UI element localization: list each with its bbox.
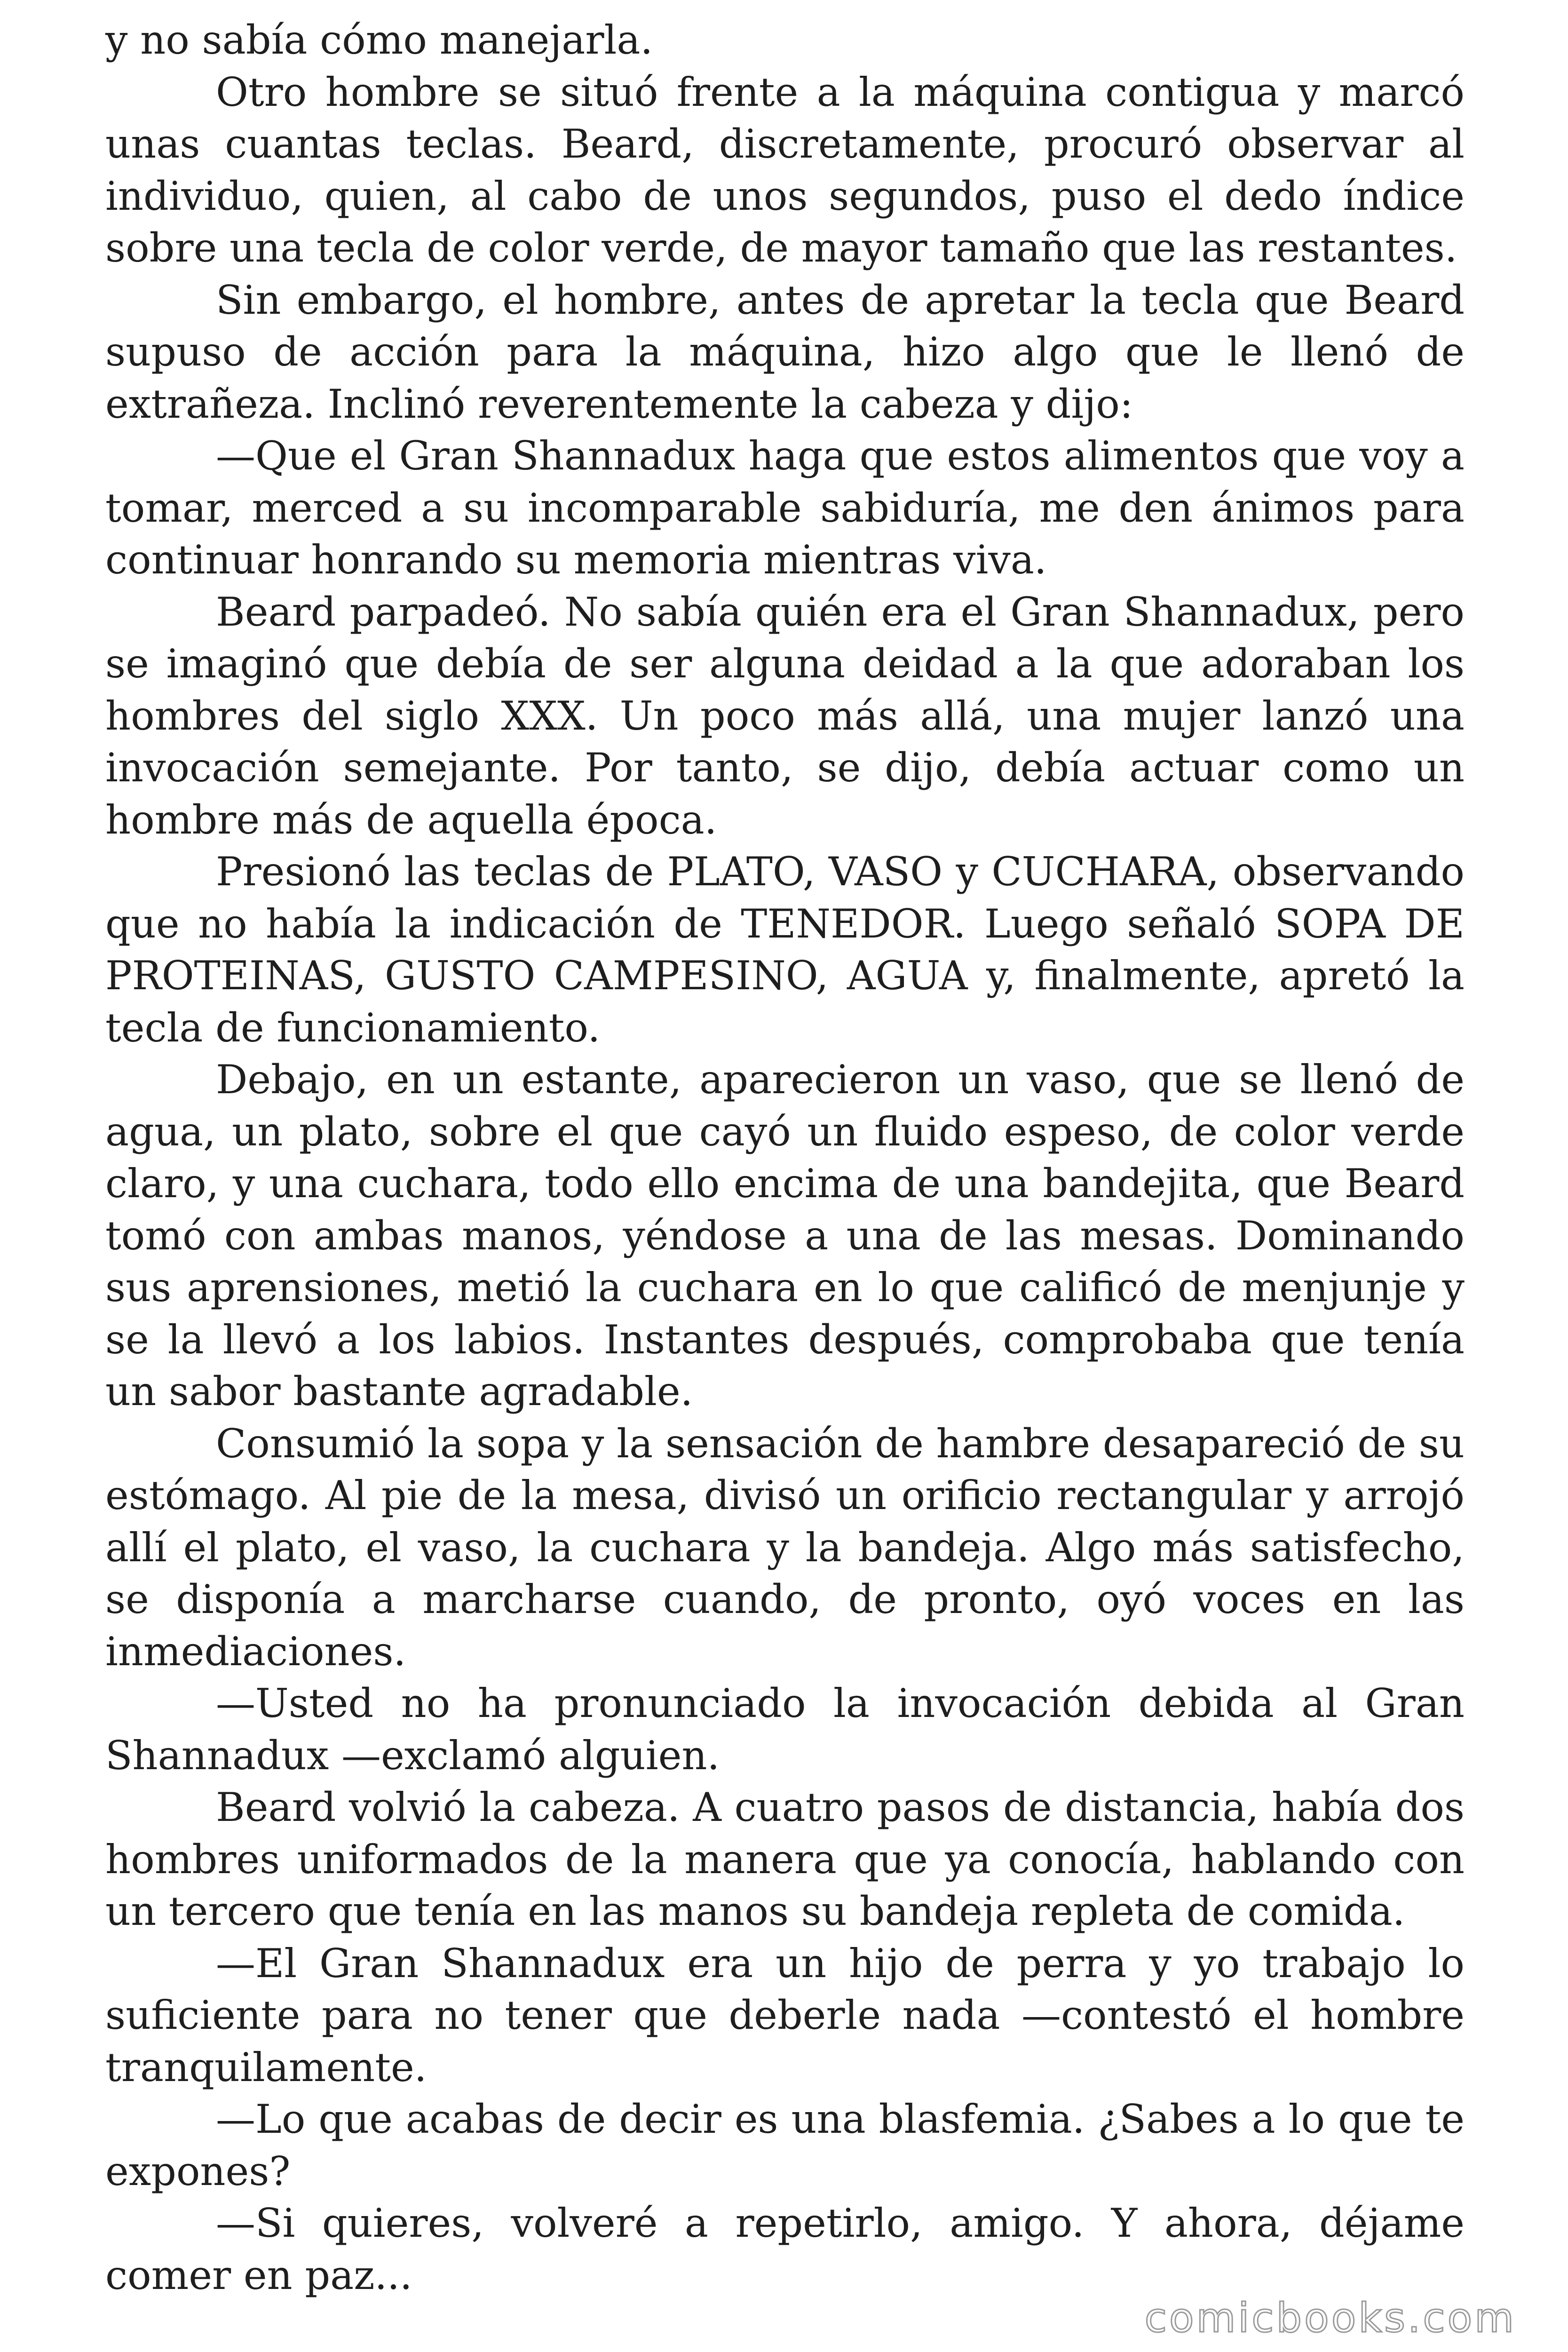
paragraph: Sin embargo, el hombre, antes de apretar la tecla que Beard supuso de acción para la máquina, hizo algo que le llenó de extrañeza. Inclinó reverentemente la cabeza y dijo: bbox=[105, 277, 1465, 427]
dialogue-paragraph: —Que el Gran Shannadux haga que estos alimentos que voy a tomar, merced a su incomparable sabiduría, me den ánimos para continuar honrando su memoria mientras viva. bbox=[105, 433, 1465, 583]
dialogue-paragraph: —Usted no ha pronunciado la invocación debida al Gran Shannadux —exclamó alguien. bbox=[105, 1680, 1465, 1779]
dialogue-paragraph: —Si quieres, volveré a repetirlo, amigo. Y ahora, déjame comer en paz... bbox=[105, 2200, 1465, 2298]
dialogue-paragraph: —El Gran Shannadux era un hijo de perra y yo trabajo lo suficiente para no tener que deberle nada —contestó el hombre tranquilamente. bbox=[105, 1940, 1465, 2090]
paragraph: Otro hombre se situó frente a la máquina contigua y marcó unas cuantas teclas. Beard, discretamente, procuró observar al individuo, quien, al cabo de unos segundos, puso el dedo índice sobre una tecla de color verde, de mayor tamaño que las restantes. bbox=[105, 69, 1465, 271]
paragraph: Beard parpadeó. No sabía quién era el Gran Shannadux, pero se imaginó que debía de ser alguna deidad a la que adoraban los hombres del siglo XXX. Un poco más allá, una mujer lanzó una invocación semejante. Por tanto, se dijo, debía actuar como un hombre más de aquella época. bbox=[105, 588, 1465, 843]
paragraph: Presionó las teclas de PLATO, VASO y CUCHARA, observando que no había la indicación de TENEDOR. Luego señaló SOPA DE PROTEINAS, GUSTO CAMPESINO, AGUA y, finalmente, apretó la tecla de funcionamiento. bbox=[105, 849, 1465, 1051]
paragraph: Debajo, en un estante, aparecieron un vaso, que se llenó de agua, un plato, sobre el que cayó un fluido espeso, de color verde claro, y una cuchara, todo ello encima de una bandejita, que Beard tomó con ambas manos, yéndose a una de las mesas. Dominando sus aprensiones, metió la cuchara en lo que calificó de menjunje y se la llevó a los labios. Instantes después, comprobaba que tenía un sabor bastante agradable. bbox=[105, 1057, 1465, 1414]
paragraph-continuation: y no sabía cómo manejarla. bbox=[105, 17, 653, 63]
book-page-text bbox=[105, 14, 1465, 2301]
paragraph: Consumió la sopa y la sensación de hambre desapareció de su estómago. Al pie de la mesa, divisó un orificio rectangular y arrojó allí el plato, el vaso, la cuchara y la bandeja. Algo más satisfecho, se disponía a marcharse cuando, de pronto, oyó voces en las inmediaciones. bbox=[105, 1420, 1465, 1675]
dialogue-paragraph: —Lo que acabas de decir es una blasfemia. ¿Sabes a lo que te expones? bbox=[105, 2096, 1465, 2194]
paragraph: Beard volvió la cabeza. A cuatro pasos de distancia, había dos hombres uniformados de la manera que ya conocía, hablando con un tercero que tenía en las manos su bandeja repleta de comida. bbox=[105, 1784, 1465, 1934]
site-watermark: comicbooks.com bbox=[1144, 2295, 1516, 2342]
